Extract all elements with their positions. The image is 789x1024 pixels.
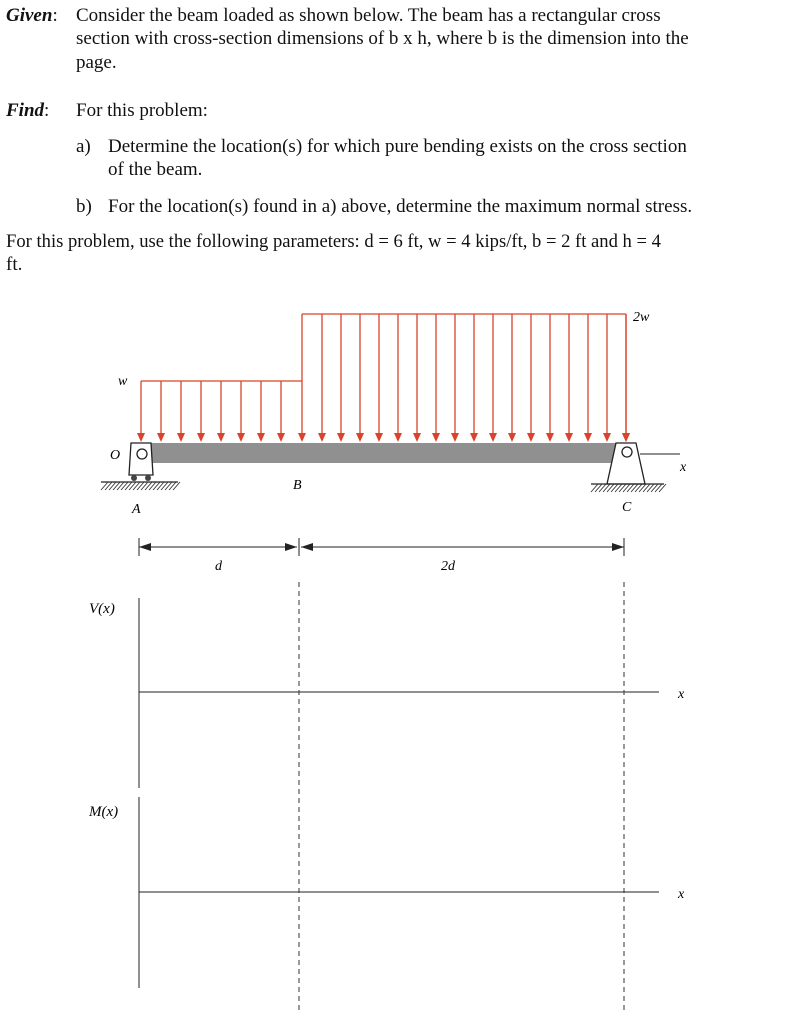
load-w-arrow-6-head [237,433,245,442]
support-a-hatch-line-12 [145,482,152,490]
support-a-pin [137,449,147,459]
load-2w-arrow-2-head [337,433,345,442]
part-b-marker: b) [76,196,92,217]
point-c-label: C [622,500,632,515]
support-a-hatch-line-13 [149,482,156,490]
support-a-hatch-line-11 [141,482,148,490]
find-intro: For this problem: [76,100,208,121]
support-a-hatch-line-4 [113,482,120,490]
dim-d-arrow-right [285,543,297,551]
support-a-hatch-line-9 [133,482,140,490]
moment-label: M(x) [89,804,119,820]
support-a-hatch-line-1 [101,482,108,490]
shear-diagram-axes [139,598,659,788]
point-b-label: B [293,478,302,493]
load-2w-arrow-4-head [375,433,383,442]
support-c-hatch-line-15 [647,484,654,492]
beam [141,443,625,463]
dim-2d-arrow-left [301,543,313,551]
dim-d-label: d [215,559,222,574]
load-2w-arrow-10-head [489,433,497,442]
load-w-arrow-1-head [137,433,145,442]
support-a-hatch-line-17 [165,482,172,490]
support-c-pin [622,447,632,457]
support-a-hatch-line-15 [157,482,164,490]
beam-x-label: x [680,460,687,475]
part-b-line-1: For the location(s) found in a) above, determine the maximum normal stress. [108,196,693,217]
support-a-hatch [101,482,180,490]
origin-label: O [110,448,121,463]
dimension-d [139,538,297,556]
dim-2d-arrow-right [612,543,624,551]
support-a-hatch-line-14 [153,482,160,490]
support-a-hatch-line-8 [129,482,136,490]
load-2w-arrow-1-head [318,433,326,442]
support-c-hatch-line-13 [639,484,646,492]
given-line-1: Given: Consider the beam loaded as shown below. The beam has a rectangular cross [6,5,661,26]
find-line: Find: For this problem: [6,100,208,121]
support-c-hatch-line-17 [655,484,662,492]
load-w-arrow-4-head [197,433,205,442]
given-line-3: page. [76,52,117,73]
given-line-2: section with cross-section dimensions of b x h, where b is the dimension into the [76,28,689,49]
support-c-hatch-line-4 [603,484,610,492]
load-w-arrow-7-head [257,433,265,442]
support-a-hatch-line-16 [161,482,168,490]
distributed-load-2w [302,314,630,442]
load-2w-label: 2w [633,310,650,325]
load-w-arrow-2-head [157,433,165,442]
support-a-hatch-line-10 [137,482,144,490]
support-a-hatch-line-2 [105,482,112,490]
load-2w-arrow-15-head [584,433,592,442]
load-2w-arrow-7-head [432,433,440,442]
load-2w-arrow-5-head [394,433,402,442]
load-w-arrow-9-head [298,433,306,442]
support-c-hatch-line-8 [619,484,626,492]
load-2w-arrow-11-head [508,433,516,442]
params-line-2: ft. [6,254,23,275]
load-w-label: w [118,374,128,389]
point-a-label: A [132,502,141,517]
dim-2d-label: 2d [441,559,455,574]
support-a-hatch-line-5 [117,482,124,490]
support-c-hatch-line-11 [631,484,638,492]
load-2w-arrow-12-head [527,433,535,442]
given-label: Given [6,5,53,26]
load-2w-arrow-8-head [451,433,459,442]
load-w-arrow-3-head [177,433,185,442]
moment-diagram-axes [139,797,659,988]
support-c-hatch-line-12 [635,484,642,492]
load-2w-arrow-14-head [565,433,573,442]
dimension-2d [299,538,624,556]
params-line-1: For this problem, use the following parameters: d = 6 ft, w = 4 kips/ft, b = 2 ft and h = 4 [6,231,661,252]
support-c-hatch-line-10 [627,484,634,492]
support-c-hatch-line-3 [599,484,606,492]
dim-d-arrow-left [139,543,151,551]
load-w-arrow-8-head [277,433,285,442]
load-2w-arrow-9-head [470,433,478,442]
support-c-hatch-line-6 [611,484,618,492]
support-c-hatch-line-16 [651,484,658,492]
distributed-load-w [137,381,306,442]
load-2w-arrow-6-head [413,433,421,442]
support-c-hatch-line-9 [623,484,630,492]
find-label: Find [6,100,45,121]
support-a-hatch-line-19 [173,482,180,490]
support-c-hatch-line-14 [643,484,650,492]
support-a-wheel-right [145,475,151,481]
load-2w-arrow-end-head [622,433,630,442]
support-c-hatch-line-2 [595,484,602,492]
load-2w-arrow-16-head [603,433,611,442]
moment-x-label: x [678,887,685,902]
support-a-hatch-line-7 [125,482,132,490]
support-c-hatch-line-7 [615,484,622,492]
shear-x-label: x [678,687,685,702]
load-w-arrow-5-head [217,433,225,442]
part-a-line-1: Determine the location(s) for which pure bending exists on the cross section [108,136,687,157]
support-c-hatch-line-18 [659,484,666,492]
shear-label: V(x) [89,601,115,617]
support-a-wheel-left [131,475,137,481]
given-text-1: Consider the beam loaded as shown below. The beam has a rectangular cross [76,5,661,26]
support-a-hatch-line-18 [169,482,176,490]
support-a-hatch-line-6 [121,482,128,490]
support-c-hatch-line-1 [591,484,598,492]
support-c-hatch-line-5 [607,484,614,492]
part-a-line-2: of the beam. [108,159,203,180]
support-c-hatch [591,484,666,492]
part-a-marker: a) [76,136,91,157]
load-2w-arrow-3-head [356,433,364,442]
support-a-hatch-line-3 [109,482,116,490]
load-2w-arrow-13-head [546,433,554,442]
